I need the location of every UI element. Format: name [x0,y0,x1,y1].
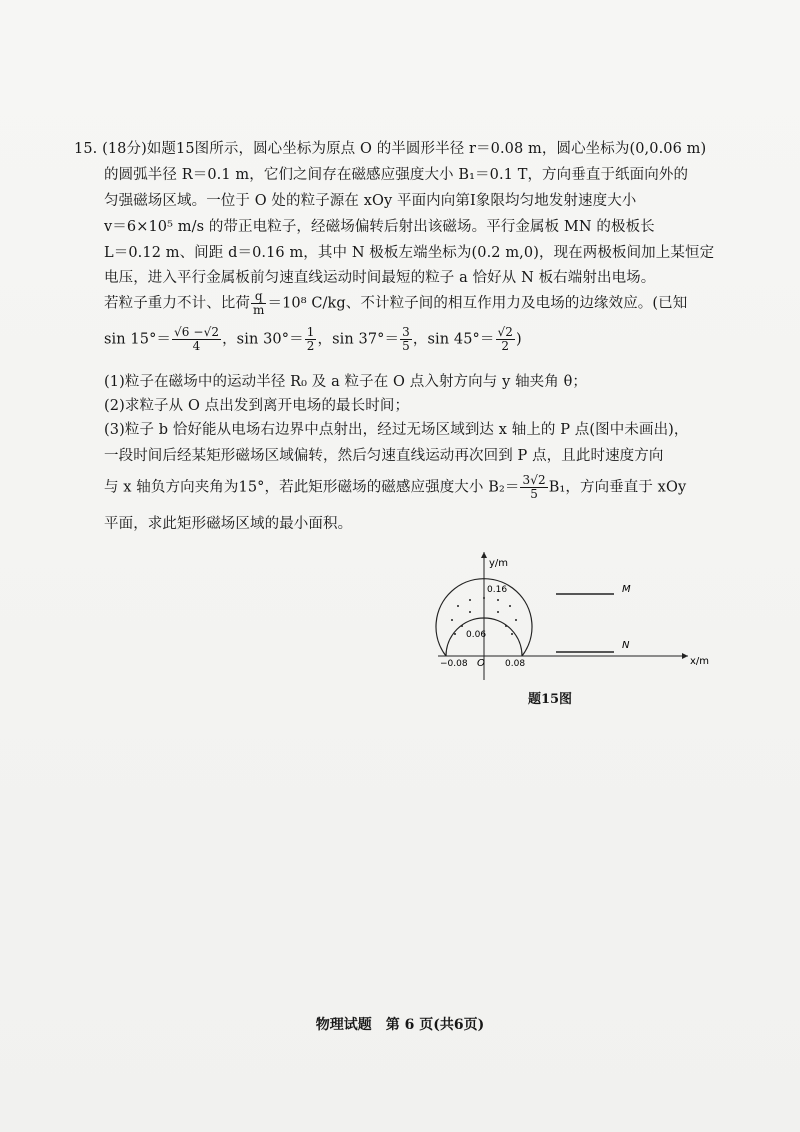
problem-line-2: 的圆弧半径 R＝0.1 m，它们之间存在磁感应强度大小 B₁＝0.1 T，方向垂直于纸面向外的 [104,167,689,183]
label-origin: O [477,658,485,669]
question-3-line-2: 一段时间后经某矩形磁场区域偏转，然后匀速直线运动再次回到 P 点，且此时速度方向 [104,448,664,464]
page-footer: 物理试题 第 6 页(共6页) [315,1017,485,1033]
sin15-fraction [172,326,221,353]
problem-line-7 [104,290,687,317]
outer-arc [436,579,532,656]
problem-line-6: 电压，进入平行金属板前匀速直线运动时间最短的粒子 a 恰好从 N 板右端射出电场。 [104,270,656,286]
charge-ratio-text: 若粒子重力不计、比荷 [104,295,250,312]
label-0-16: 0.16 [487,585,508,595]
sin45-fraction [496,326,515,353]
q-over-m-fraction [251,290,266,317]
sin30-denominator: 2 [306,339,315,353]
sine-values-line [104,326,522,353]
sin30-numerator: 1 [306,325,315,339]
problem-line-1: 15. (18分)如题15图所示，圆心坐标为原点 O 的半圆形半径 r＝0.08 m，圆心坐标为(0,0.06 m) [74,141,707,157]
inner-semicircle [446,618,522,656]
sin37-label: ，sin 37°＝ [317,331,400,348]
y-axis-arrow [481,552,487,558]
sin45-denominator: 2 [501,339,510,353]
y-axis-label: y/m [489,558,509,569]
sine-close-paren: ) [515,331,522,348]
sin30-label: ，sin 30°＝ [222,331,304,348]
sin37-fraction [400,326,412,353]
x-axis-label: x/m [690,656,710,667]
b2-denominator: 5 [530,487,538,501]
problem-line-4: v＝6×10⁵ m/s 的带正电粒子，经磁场偏转后射出该磁场。平行金属板 MN 的极板长 [104,219,655,235]
b2-text: 与 x 轴负方向夹角为15°，若此矩形磁场的磁感应强度大小 B₂＝ [104,479,520,496]
label-0-06: 0.06 [466,630,487,640]
question-3-line-1: (3)粒子 b 恰好能从电场右边界中点射出，经过无场区域到达 x 轴上的 P 点(图中未画出)， [104,422,689,438]
sin15-label: sin 15°＝ [104,331,172,348]
question-1: (1)粒子在磁场中的运动半径 R₀ 及 a 粒子在 O 点入射方向与 y 轴夹角 θ； [104,374,588,390]
field-dots [451,597,517,635]
b2-fraction [520,474,547,501]
q-numerator: q [251,290,266,304]
sin37-numerator: 3 [402,325,410,339]
label-m: M [622,584,631,595]
question-3-line-4: 平面，求此矩形磁场区域的最小面积。 [104,516,353,532]
question-3-line-3 [104,474,686,501]
m-denominator: m [253,303,265,317]
sin30-fraction [305,326,317,353]
figure-caption: 题15图 [527,692,573,707]
question-2: (2)求粒子从 O 点出发到离开电场的最长时间； [104,398,410,414]
b2-numerator: 3√2 [522,473,546,487]
sin45-numerator: √2 [497,325,513,339]
sin45-label: ，sin 45°＝ [412,331,495,348]
sin37-denominator: 5 [402,339,410,353]
sin15-denominator: 4 [192,339,201,353]
label-n: N [622,640,630,651]
label-0-08: 0.08 [505,659,526,669]
problem-line-5: L＝0.12 m、间距 d＝0.16 m，其中 N 极板左端坐标为(0.2 m,0)，现在两极板间加上某恒定 [104,245,715,261]
b2-text-end: B₁，方向垂直于 xOy [548,479,687,496]
x-axis-arrow [682,653,688,659]
problem-line-3: 匀强磁场区域。一位于 O 处的粒子源在 xOy 平面内向第Ⅰ象限均匀地发射速度大小 [104,193,637,209]
label-neg-0-08: −0.08 [440,659,468,669]
sin15-numerator: √6 −√2 [174,325,220,339]
charge-ratio-value: ＝10⁸ C/kg、不计粒子间的相互作用力及电场的边缘效应。(已知 [267,295,688,312]
